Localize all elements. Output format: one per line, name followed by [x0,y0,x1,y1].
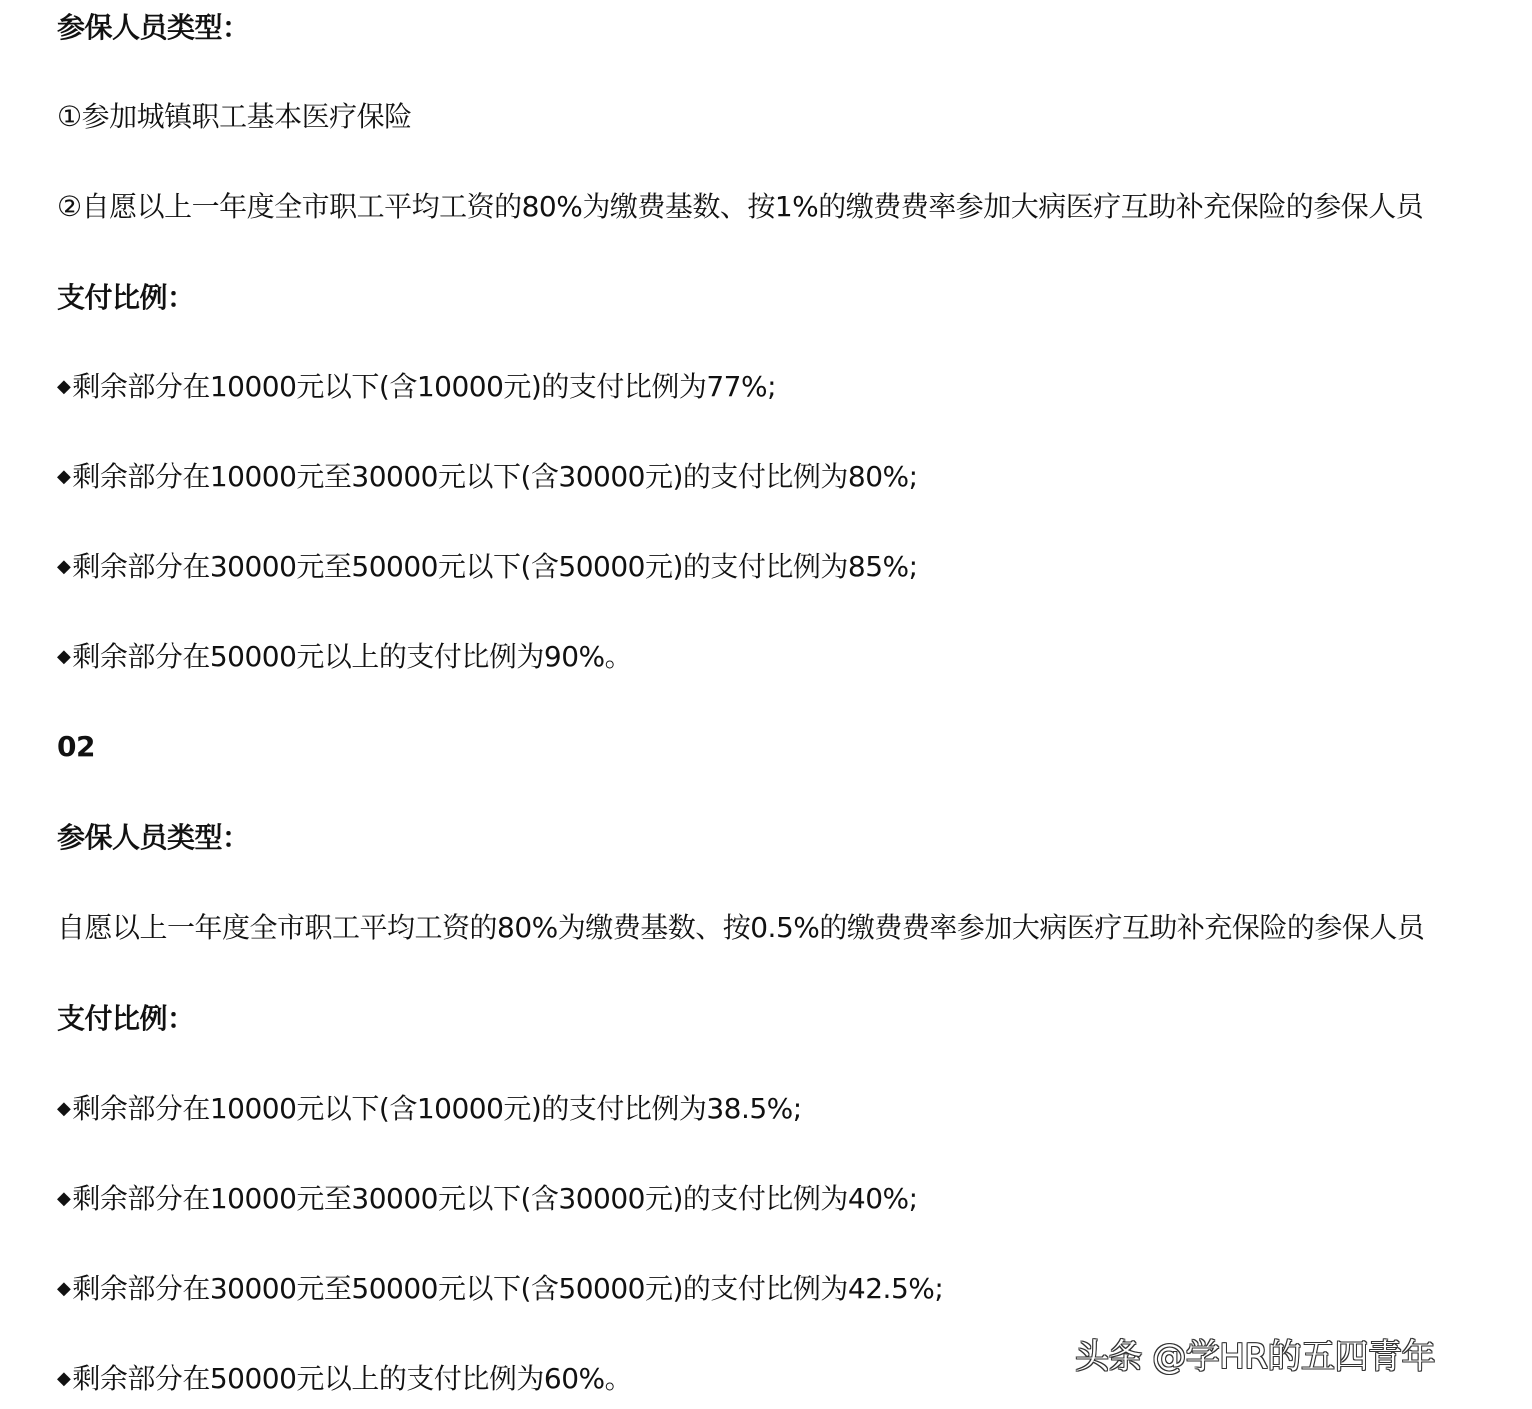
section1-type-item-2: ②自愿以上一年度全市职工平均工资的80%为缴费基数、按1%的缴费费率参加大病医疗互助补充保险的参保人员 [57,190,1424,223]
diamond-bullet-icon: ◆ [57,466,71,487]
section2-pay-heading: 支付比例： [57,1002,195,1035]
pay-item-text: 剩余部分在30000元至50000元以下(含50000元)的支付比例为42.5%; [72,1272,944,1305]
diamond-bullet-icon: ◆ [57,1368,71,1389]
pay-item-text: 剩余部分在10000元至30000元以下(含30000元)的支付比例为80%; [72,460,918,493]
section1-pay-item [57,367,776,411]
pay-item-text: 剩余部分在50000元以上的支付比例为60%。 [72,1362,633,1395]
section2-number: 02 [57,730,95,763]
diamond-bullet-icon: ◆ [57,1278,71,1299]
pay-item-text: 剩余部分在30000元至50000元以下(含50000元)的支付比例为85%; [72,550,918,583]
section1-pay-item [57,637,632,681]
pay-item-text: 剩余部分在10000元以下(含10000元)的支付比例为77%; [72,370,777,403]
section2-pay-item [57,1089,802,1133]
diamond-bullet-icon: ◆ [57,1188,71,1209]
section2-pay-item [57,1269,943,1313]
section1-type-item-1: ①参加城镇职工基本医疗保险 [57,100,412,133]
section2-pay-item [57,1179,918,1223]
diamond-bullet-icon: ◆ [57,376,71,397]
pay-item-text: 剩余部分在10000元至30000元以下(含30000元)的支付比例为40%; [72,1182,918,1215]
section2-pay-item [57,1359,632,1403]
diamond-bullet-icon: ◆ [57,1098,71,1119]
section2-type-heading: 参保人员类型： [57,821,250,854]
section1-pay-heading: 支付比例： [57,281,195,314]
diamond-bullet-icon: ◆ [57,556,71,577]
section1-pay-item [57,547,918,591]
watermark-text: 头条 @学HR的五四青年 [1075,1337,1435,1377]
section2-type-item: 自愿以上一年度全市职工平均工资的80%为缴费基数、按0.5%的缴费费率参加大病医疗互助补充保险的参保人员 [57,911,1425,944]
section1-pay-item [57,457,918,501]
diamond-bullet-icon: ◆ [57,646,71,667]
pay-item-text: 剩余部分在50000元以上的支付比例为90%。 [72,640,633,673]
pay-item-text: 剩余部分在10000元以下(含10000元)的支付比例为38.5%; [72,1092,802,1125]
section1-type-heading: 参保人员类型： [57,11,250,44]
